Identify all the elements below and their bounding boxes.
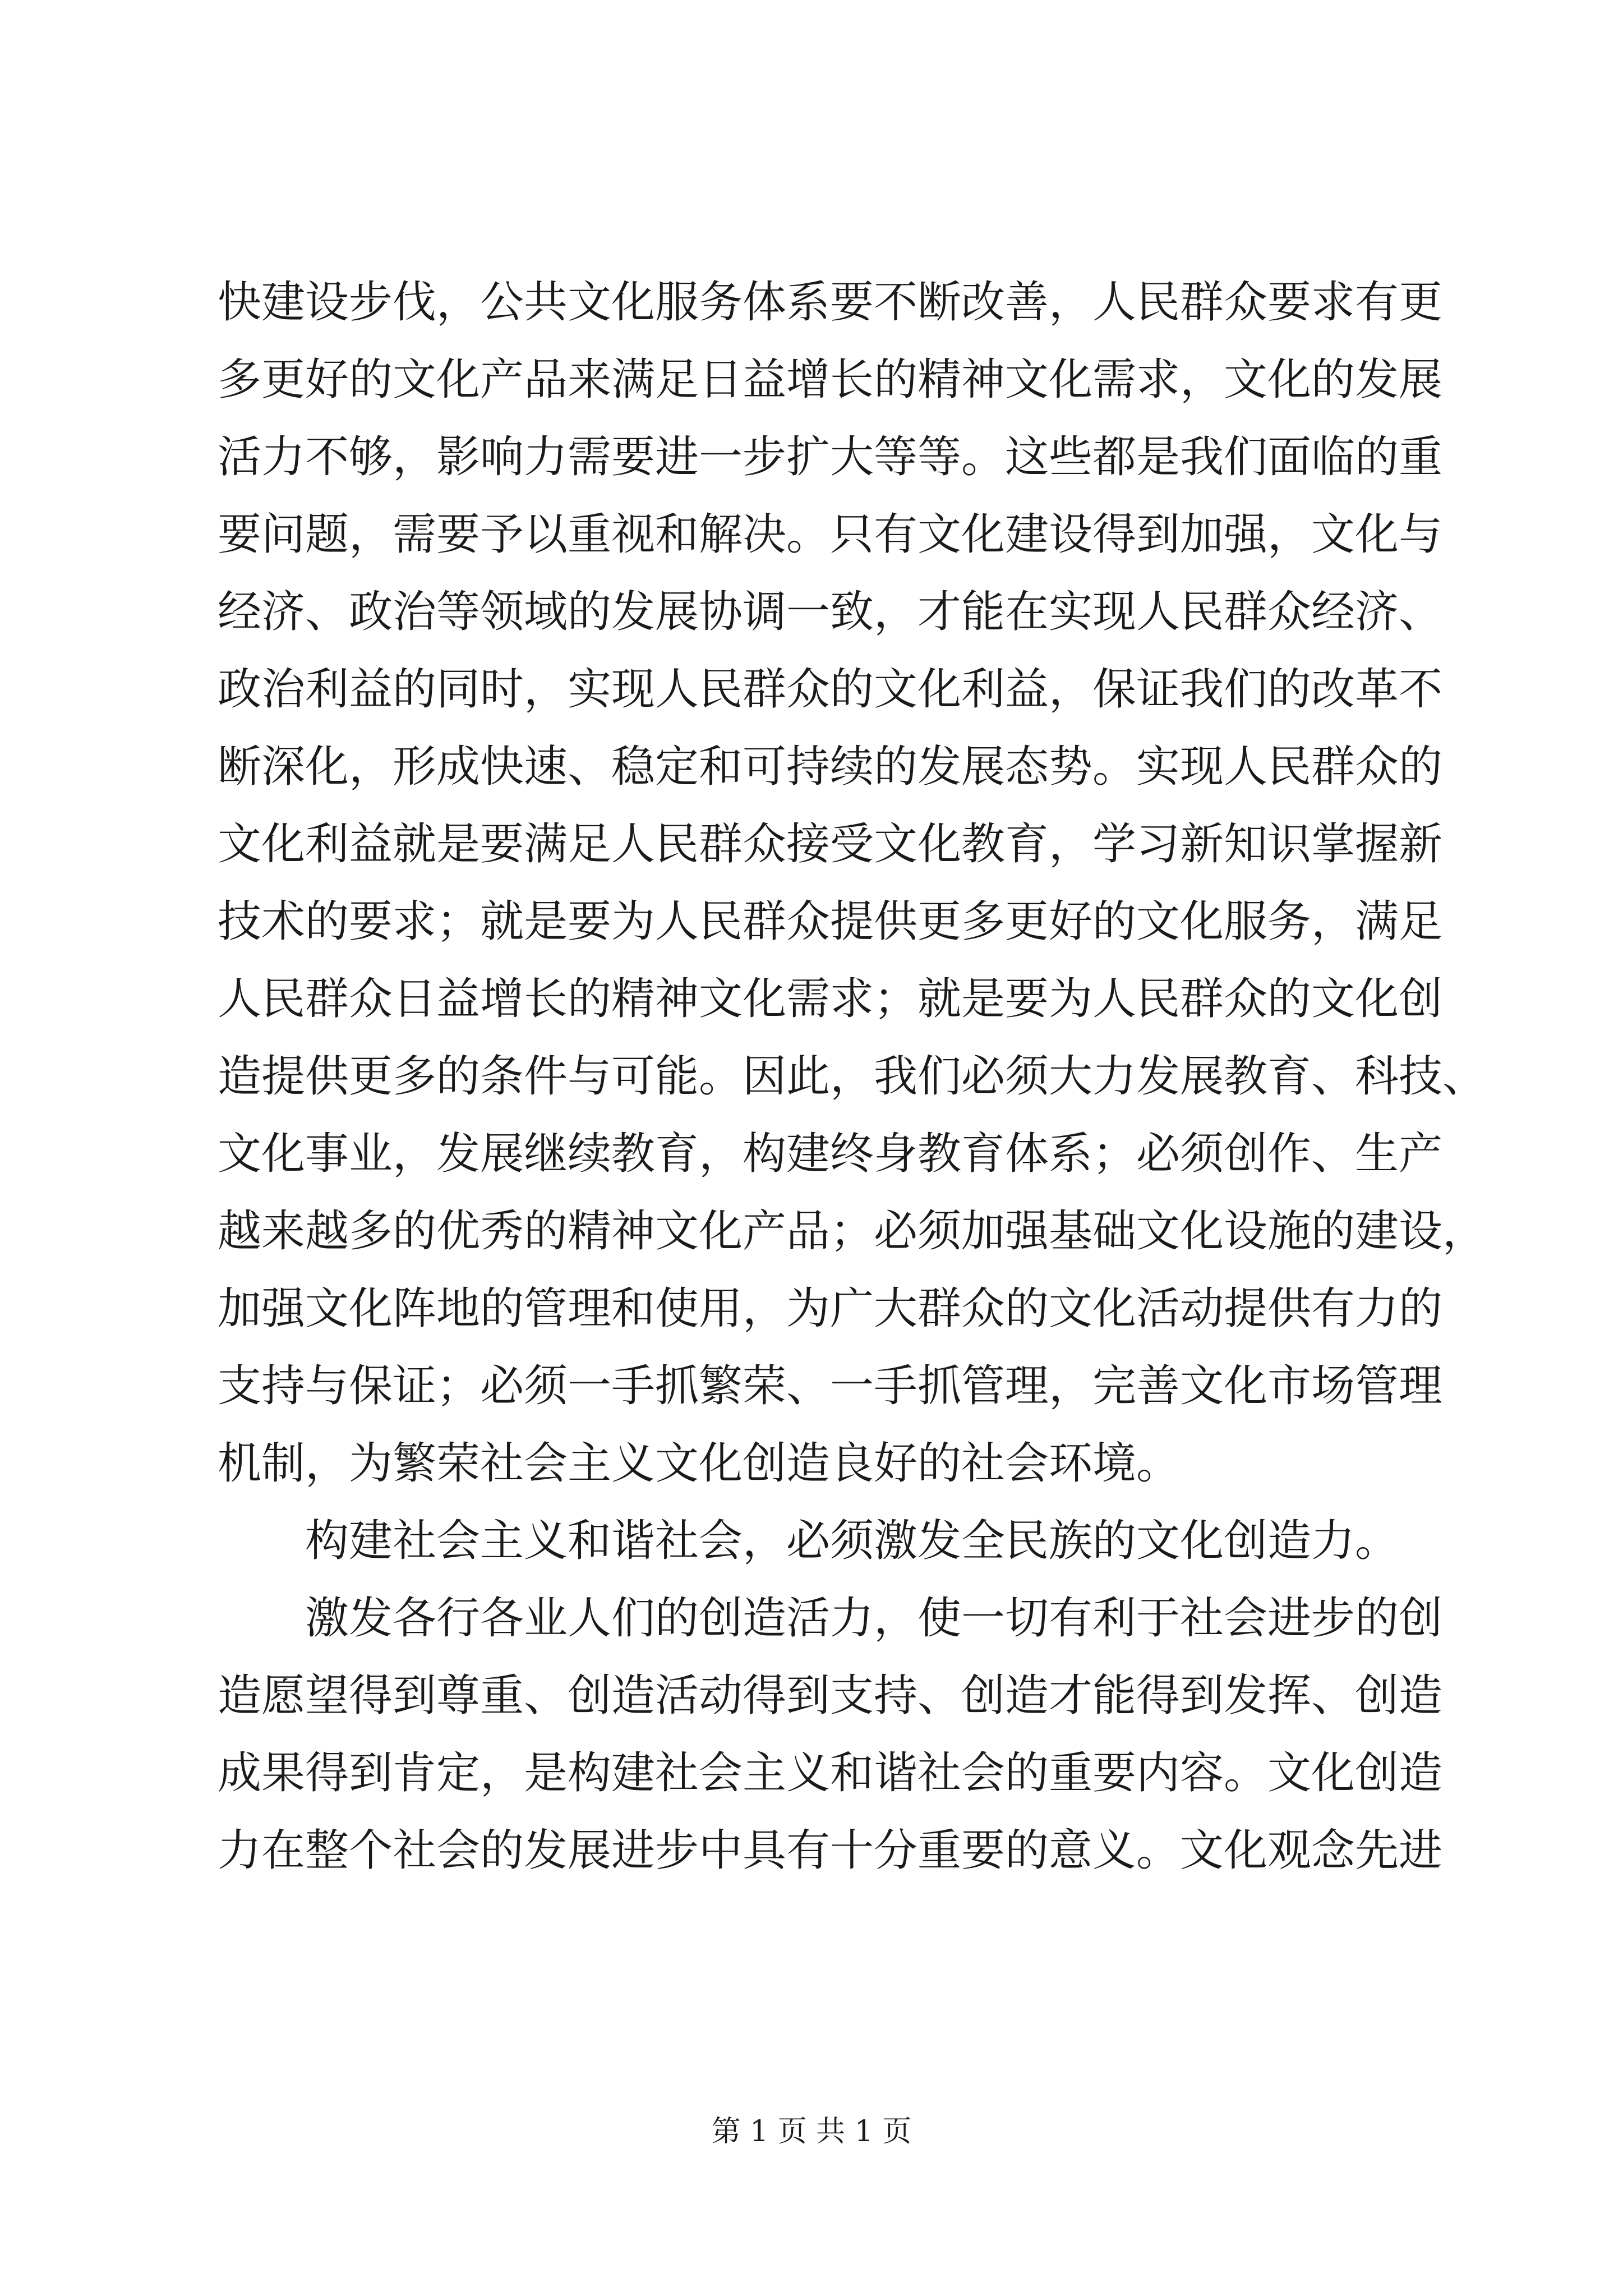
text-line: 支持与保证；必须一手抓繁荣、一手抓管理，完善文化市场管理 [218, 1361, 1443, 1411]
text-line: 造提供更多的条件与可能。因此，我们必须大力发展教育、科技、 [218, 1051, 1487, 1102]
text-line: 力在整个社会的发展进步中具有十分重要的意义。文化观念先进 [218, 1825, 1443, 1876]
text-line: 造愿望得到尊重、创造活动得到支持、创造才能得到发挥、创造 [218, 1671, 1443, 1721]
text-line: 文化利益就是要满足人民群众接受文化教育，学习新知识掌握新 [218, 819, 1443, 869]
paragraph-heading-line: 构建社会主义和谐社会，必须激发全民族的文化创造力。 [305, 1516, 1399, 1566]
text-line: 活力不够，影响力需要进一步扩大等等。这些都是我们面临的重 [218, 432, 1443, 482]
text-line: 加强文化阵地的管理和使用，为广大群众的文化活动提供有力的 [218, 1283, 1443, 1334]
document-body [218, 264, 1487, 1889]
text-line: 成果得到肯定，是构建社会主义和谐社会的重要内容。文化创造 [218, 1748, 1443, 1798]
text-line: 要问题，需要予以重视和解决。只有文化建设得到加强，文化与 [218, 509, 1443, 560]
text-line: 断深化，形成快速、稳定和可持续的发展态势。实现人民群众的 [218, 742, 1443, 792]
text-line: 快建设步伐，公共文化服务体系要不断改善，人民群众要求有更 [218, 277, 1443, 328]
text-line: 激发各行各业人们的创造活力，使一切有利于社会进步的创 [305, 1593, 1443, 1644]
text-line: 机制，为繁荣社会主义文化创造良好的社会环境。 [218, 1438, 1181, 1489]
text-line: 越来越多的优秀的精神文化产品；必须加强基础文化设施的建设， [218, 1206, 1487, 1257]
text-line: 政治利益的同时，实现人民群众的文化利益，保证我们的改革不 [218, 664, 1443, 715]
text-line: 技术的要求；就是要为人民群众提供更多更好的文化服务，满足 [218, 896, 1443, 947]
text-line: 人民群众日益增长的精神文化需求；就是要为人民群众的文化创 [218, 974, 1443, 1024]
page-number-footer: 第 1 页 共 1 页 [711, 2115, 912, 2148]
text-line: 文化事业，发展继续教育，构建终身教育体系；必须创作、生产 [218, 1129, 1443, 1179]
text-line: 多更好的文化产品来满足日益增长的精神文化需求，文化的发展 [218, 355, 1443, 405]
text-line: 经济、政治等领域的发展协调一致，才能在实现人民群众经济、 [218, 587, 1443, 637]
